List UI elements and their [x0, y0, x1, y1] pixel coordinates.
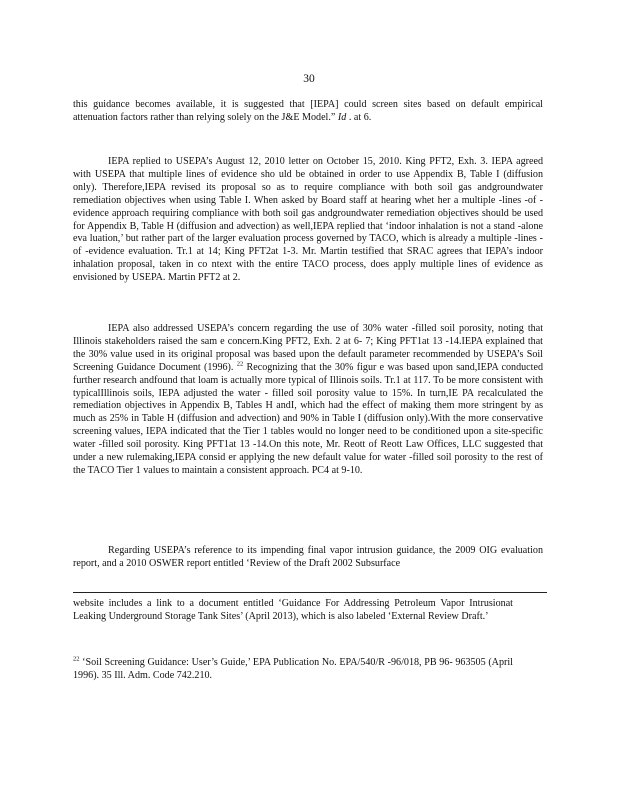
paragraph-text: IEPA replied to USEPA’s August 12, 2010 letter on October 15, 2010. King PFT2, Exh. 3. IEPA agreed with USEPA that multiple lines of evidence sho uld be obtained in order to use Appendix B, Table I (diffusion only). Therefore,IEPA revised its proposal so as to require compliance with both soil gas andgroundwater remediation objectives when using Table I. When asked by Board staff at hearing whet her a multiple -lines -of -evidence approach requiring compliance with both soil gas andgroundwater remediation objectives should be used for Appendix B, Table H (diffusion and advection) as well,IEPA replied that ‘indoor inhalation is not a stand -alone eva luation,’ but rather part of the larger evaluation process governed by TACO, which is already a multiple -lines -of -evidence evaluation. Tr.1 at 14; King PFT2at 1-3. Mr. Martin testified that SRAC agrees that IEPA’s indoor inhalation proposal, taken in co ntext with the entire TACO process, does apply multiple lines of evidence as envisioned by USEPA. Martin PFT2 at 2. — [73, 156, 543, 284]
paragraph-vapor-intrusion — [73, 545, 543, 571]
paragraph-continued — [73, 99, 543, 125]
footnote-reference-22[interactable]: 22 — [236, 360, 244, 368]
footnote-text: website includes a link to a document entitled ‘Guidance For Addressing Petroleum Vapor Intrusionat Leaking Underground Storage Tank Sites’ (April 2013), which is also labeled ‘External Review Draft.’ — [73, 598, 513, 622]
paragraph-soil-porosity — [73, 323, 543, 478]
citation-id: Id — [337, 111, 347, 123]
paragraph-text: this guidance becomes available, it is suggested that [IEPA] could screen sites based on default empirical attenuation factors rather than relying solely on the J&E Model.” — [73, 99, 543, 123]
footnote-text: ‘Soil Screening Guidance: User’s Guide,’ EPA Publication No. EPA/540/R -96/018, PB 96- 963505 (April 1996). 35 Ill. Adm. Code 742.210. — [73, 657, 513, 681]
footnote-continued — [73, 598, 513, 624]
footnote-marker: 22 — [73, 655, 80, 663]
footnote-22 — [73, 657, 513, 683]
page-number: 30 — [303, 73, 315, 85]
footnote-separator — [73, 592, 547, 593]
paragraph-text-after-footnote: Recognizing that the 30% figur e was based upon sand,IEPA conducted further research andfound that loam is actually more typical of Illinois soils. Tr.1 at 117. To be more consistent with typicalIllinois soils, IEPA adjusted the water - filled soil porosity value to 15%. In turn,IE PA recalculated the remediation objectives in Appendix B, Tables H andI, which had the effect of making them more stringent by as much as 25% in Table H (diffusion and advection) and 90% in Table I (diffusion only).With the more conservative screening values, IEPA indicated that the Tier 1 tables would no longer need to be conditioned upon a site-specific water -filled soil porosity. King PFT1at 13 -14.On this note, Mr. Reott of Reott Law Offices, LLC suggested that under a new rulemaking,IEPA consid er applying the new default value for water -filled soil porosity to the rest of the TACO Tier 1 values to maintain a consistent approach. PC4 at 9-10. — [73, 361, 543, 476]
paragraph-text: Regarding USEPA’s reference to its impending final vapor intrusion guidance, the 2009 OIG evaluation report, and a 2010 OSWER report entitled ‘Review of the Draft 2002 Subsurface — [73, 545, 543, 569]
paragraph-iepa-reply — [73, 156, 543, 285]
paragraph-text-before-footnote: IEPA also addressed USEPA’s concern regarding the use of 30% water -filled soil porosity, noting that Illinois stakeholders raised the sam e concern.King PFT2, Exh. 2 at 6- 7; King PFT1at 13 -14.IEPA explained that the 30% value used in its original proposal was based upon the default parameter recommended by USEPA’s Soil Screening Guidance Document (1996). — [73, 323, 543, 373]
citation-page: . at 6. — [346, 111, 372, 123]
